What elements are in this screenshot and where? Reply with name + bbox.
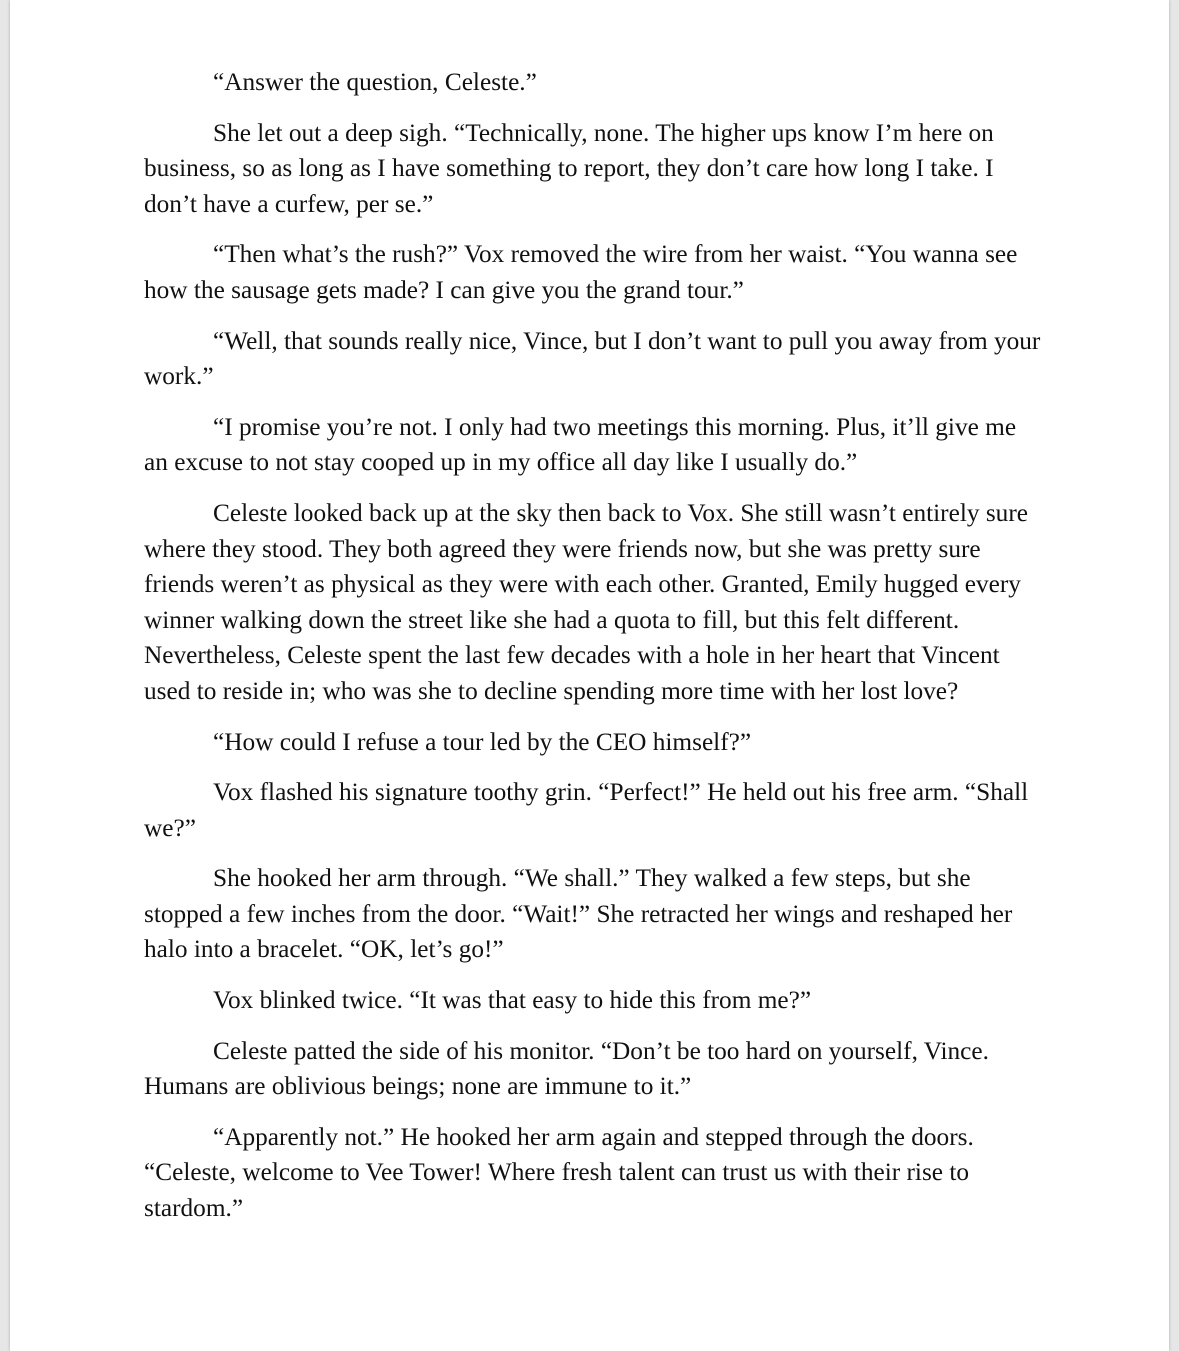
paragraph: Vox flashed his signature toothy grin. “Perfect!” He held out his free arm. “Shall we?” bbox=[144, 778, 1029, 842]
document-page bbox=[10, 0, 1169, 1351]
paragraph: Celeste looked back up at the sky then back to Vox. She still wasn’t entirely sure where they stood. They both agreed they were friends now, but she was pretty sure friends weren’t as physical as they were with each other. Granted, Emily hugged every winner walking down the street like she had a quota to fill, but this felt different. Nevertheless, Celeste spent the last few decades with a hole in her heart that Vincent used to reside in; who was she to decline spending more time with her lost love? bbox=[144, 498, 1028, 705]
paragraph: “Then what’s the rush?” Vox removed the wire from her waist. “You wanna see how the sausage gets made? I can give you the grand tour.” bbox=[144, 240, 1018, 304]
paragraph: “I promise you’re not. I only had two meetings this morning. Plus, it’ll give me an excuse to not stay cooped up in my office all day like I usually do.” bbox=[144, 412, 1017, 477]
paragraph: “How could I refuse a tour led by the CEO himself?” bbox=[213, 727, 752, 756]
paragraph: She let out a deep sigh. “Technically, none. The higher ups know I’m here on business, so as long as I have something to report, they don’t care how long I take. I don’t have a curfew, per se.” bbox=[144, 118, 994, 218]
paragraph: “Apparently not.” He hooked her arm again and stepped through the doors. “Celeste, welcome to Vee Tower! Where fresh talent can trust us with their rise to stardom.” bbox=[144, 1122, 974, 1223]
document-body bbox=[144, 65, 1044, 1242]
paragraph: “Answer the question, Celeste.” bbox=[213, 68, 537, 96]
paragraph: She hooked her arm through. “We shall.” They walked a few steps, but she stopped a few inches from the door. “Wait!” She retracted her wings and reshaped her halo into a bracelet. “OK, let’s go!” bbox=[144, 864, 1013, 964]
paragraph: Vox blinked twice. “It was that easy to hide this from me?” bbox=[213, 986, 812, 1015]
paragraph: Celeste patted the side of his monitor. “Don’t be too hard on yourself, Vince. Humans are oblivious beings; none are immune to it.” bbox=[144, 1036, 989, 1101]
paragraph: “Well, that sounds really nice, Vince, but I don’t want to pull you away from your work.” bbox=[144, 326, 1041, 391]
